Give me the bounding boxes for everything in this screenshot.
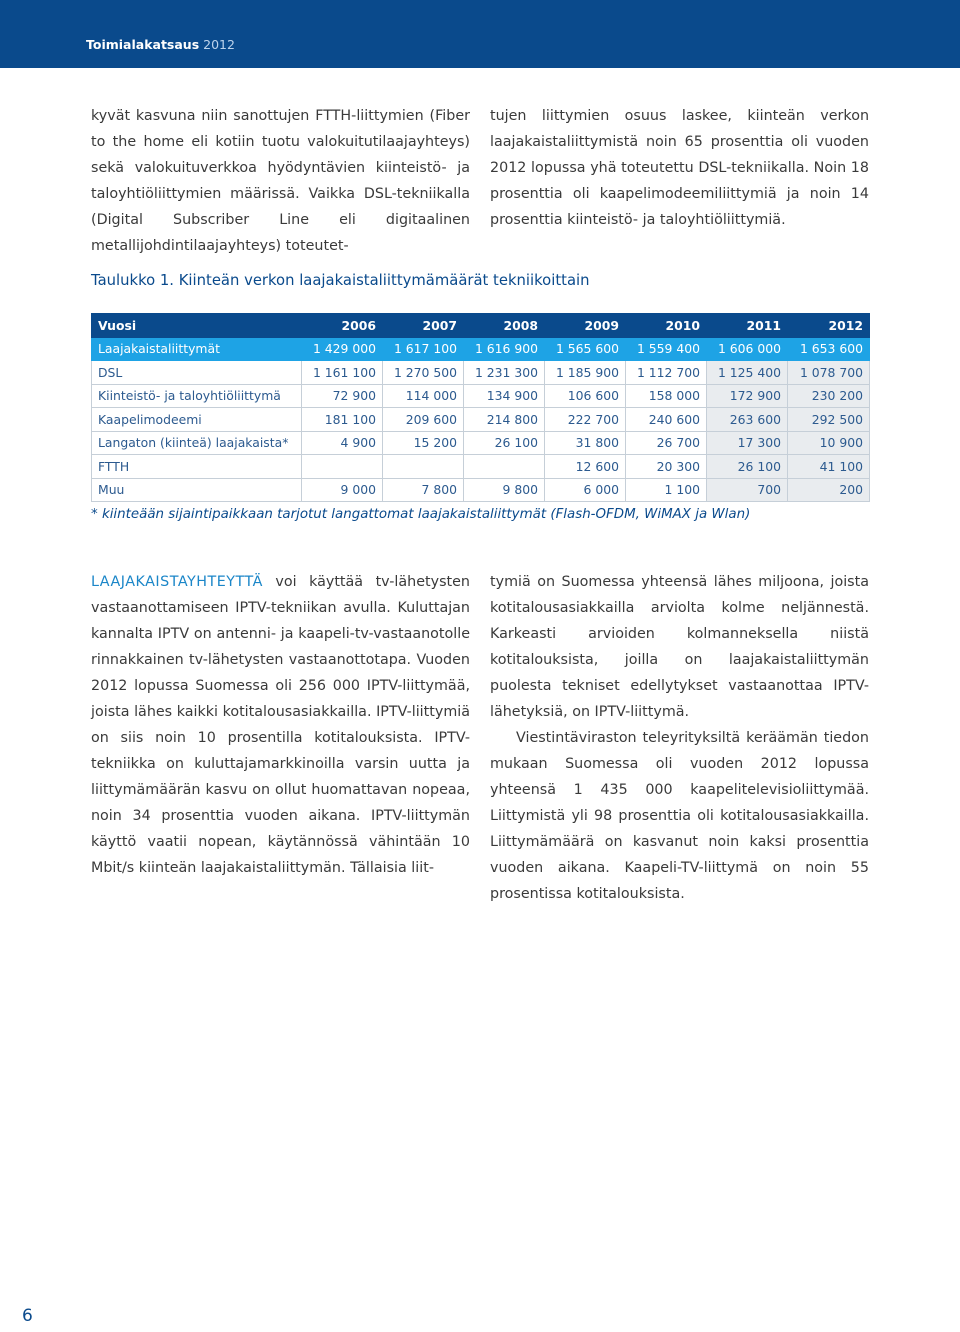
body-right-column: [490, 569, 869, 907]
value-cell: 158 000: [626, 384, 707, 408]
year-header-cell: 2010: [626, 314, 707, 338]
value-cell: 10 900: [788, 431, 870, 455]
row-label-cell: DSL: [92, 361, 302, 385]
value-cell: 1 100: [626, 478, 707, 502]
table-footnote: * kiinteään sijaintipaikkaan tarjotut langattomat laajakaistaliittymät (Flash-OFDM, WiMAX ja Wlan): [91, 507, 751, 522]
value-cell: 106 600: [545, 384, 626, 408]
year-header-cell: 2006: [302, 314, 383, 338]
body-right-paragraph-1: tymiä on Suomessa yhteensä lähes miljoona, joista kotitalousasiakkailla arviolta kolme neljännestä. Karkeasti arvioiden kolmanneksella niistä kotitalouksista, joilla on laajakaistaliittymän puolesta tekniset edellytykset vastaanottaa IPTV-lähetyksiä, on IPTV-liittymä.: [490, 574, 869, 720]
value-cell: 41 100: [788, 455, 870, 479]
value-cell: 181 100: [302, 408, 383, 432]
value-cell: 1 616 900: [464, 337, 545, 361]
value-cell: 200: [788, 478, 870, 502]
intro-right-column: [490, 103, 869, 233]
body-left-text: voi käyttää tv-lähetysten vastaanottamiseen IPTV-tekniikan avulla. Kuluttajan kannalta IPTV on antenni- ja kaapeli-tv-vastaanotolle rinnakkainen tv-lähetysten vastaanottotapa. Vuoden 2012 lopussa Suomessa oli 256 000 IPTV-liittymää, joista lähes kaikki kotitalousasiakkailla. IPTV-liittymiä on siis noin 10 prosentilla kotitalouksista. IPTV-tekniikka on kuluttajamarkkinoilla varsin uutta ja liittymämäärän kasvu on ollut huomattavan nopeaa, noin 34 prosenttia vuoden aikana. IPTV-liittymän käyttö vaatii nopean, käytännössä vähintään 10 Mbit/s kiinteän laajakaistaliittymän. Tällaisia liit-: [91, 574, 470, 876]
value-cell: 15 200: [383, 431, 464, 455]
table-row: [92, 431, 870, 455]
value-cell: 1 606 000: [707, 337, 788, 361]
value-cell: 1 125 400: [707, 361, 788, 385]
table-caption: Taulukko 1. Kiinteän verkon laajakaistaliittymämäärät tekniikoittain: [91, 272, 590, 289]
value-cell: 1 231 300: [464, 361, 545, 385]
publication-title: [86, 37, 235, 52]
row-label-cell: Laajakaistaliittymät: [92, 337, 302, 361]
page-number: 6: [22, 1306, 33, 1326]
value-cell: 4 900: [302, 431, 383, 455]
value-cell: 1 270 500: [383, 361, 464, 385]
value-cell: 114 000: [383, 384, 464, 408]
value-cell: 700: [707, 478, 788, 502]
row-label-cell: Kiinteistö- ja taloyhtiöliittymä: [92, 384, 302, 408]
table-row: [92, 361, 870, 385]
value-cell: 20 300: [626, 455, 707, 479]
year-header-cell: 2009: [545, 314, 626, 338]
table-row: [92, 478, 870, 502]
table-row: [92, 337, 870, 361]
row-label-cell: FTTH: [92, 455, 302, 479]
body-right-paragraph-2: Viestintäviraston teleyrityksiltä keräämän tiedon mukaan Suomessa oli vuoden 2012 lopussa yhteensä 1 435 000 kaapelitelevisioliittymää. Liittymistä yli 98 prosenttia oli kotitalousasiakkailla. Liittymämäärä on kasvanut noin kaksi prosenttia vuoden aikana. Kaapeli-TV-liittymä on noin 55 prosentissa kotitalouksista.: [490, 730, 869, 902]
value-cell: 222 700: [545, 408, 626, 432]
value-cell: 214 800: [464, 408, 545, 432]
year-header-cell: 2012: [788, 314, 870, 338]
value-cell: 263 600: [707, 408, 788, 432]
value-cell: 7 800: [383, 478, 464, 502]
row-label-cell: Kaapelimodeemi: [92, 408, 302, 432]
intro-left-paragraph: kyvät kasvuna niin sanottujen FTTH-liittymien (Fiber to the home eli kotiin tuotu valokuitutilaajayhteys) sekä valokuituverkkoa hyödyntävien kiinteistö- ja taloyhtiöliittymien määrissä. Vaikka DSL-tekniikalla (Digital Subscriber Line eli digitaalinen metallijohdintilaajayhteys) toteutet-: [91, 108, 470, 254]
body-left-column: [91, 569, 470, 881]
year-header-cell: 2011: [707, 314, 788, 338]
value-cell: 230 200: [788, 384, 870, 408]
value-cell: 1 161 100: [302, 361, 383, 385]
value-cell: 240 600: [626, 408, 707, 432]
value-cell: 134 900: [464, 384, 545, 408]
body-left-paragraph: [91, 569, 470, 881]
header-cell: Vuosi: [92, 314, 302, 338]
value-cell: 172 900: [707, 384, 788, 408]
value-cell: 1 559 400: [626, 337, 707, 361]
value-cell: 26 700: [626, 431, 707, 455]
value-cell: 72 900: [302, 384, 383, 408]
value-cell: 1 112 700: [626, 361, 707, 385]
value-cell: 292 500: [788, 408, 870, 432]
value-cell: [464, 455, 545, 479]
value-cell: 1 078 700: [788, 361, 870, 385]
value-cell: 9 000: [302, 478, 383, 502]
row-label-cell: Muu: [92, 478, 302, 502]
table-header-row: [92, 314, 870, 338]
value-cell: 1 185 900: [545, 361, 626, 385]
value-cell: 12 600: [545, 455, 626, 479]
row-label-cell: Langaton (kiinteä) laajakaista*: [92, 431, 302, 455]
value-cell: 17 300: [707, 431, 788, 455]
value-cell: 26 100: [707, 455, 788, 479]
broadband-table: [91, 313, 870, 502]
intro-right-paragraph: tujen liittymien osuus laskee, kiinteän verkon laajakaistaliittymistä noin 65 prosenttia oli vuoden 2012 lopussa yhä toteutettu DSL-tekniikalla. Noin 18 prosenttia oli kaapelimodeemiliittymiä ja noin 14 prosenttia kiinteistö- ja taloyhtiöliittymiä.: [490, 108, 869, 228]
intro-left-column: [91, 103, 470, 259]
header-banner: [0, 0, 960, 68]
value-cell: 1 429 000: [302, 337, 383, 361]
value-cell: 1 565 600: [545, 337, 626, 361]
year-header-cell: 2007: [383, 314, 464, 338]
value-cell: 31 800: [545, 431, 626, 455]
publication-year: 2012: [203, 37, 235, 52]
year-header-cell: 2008: [464, 314, 545, 338]
value-cell: 6 000: [545, 478, 626, 502]
value-cell: [302, 455, 383, 479]
table-row: [92, 384, 870, 408]
value-cell: 209 600: [383, 408, 464, 432]
table-row: [92, 455, 870, 479]
section-lead-word: LAAJAKAISTAYHTEYTTÄ: [91, 574, 263, 590]
value-cell: [383, 455, 464, 479]
value-cell: 1 617 100: [383, 337, 464, 361]
value-cell: 9 800: [464, 478, 545, 502]
table-row: [92, 408, 870, 432]
publication-name: Toimialakatsaus: [86, 37, 200, 52]
value-cell: 26 100: [464, 431, 545, 455]
value-cell: 1 653 600: [788, 337, 870, 361]
